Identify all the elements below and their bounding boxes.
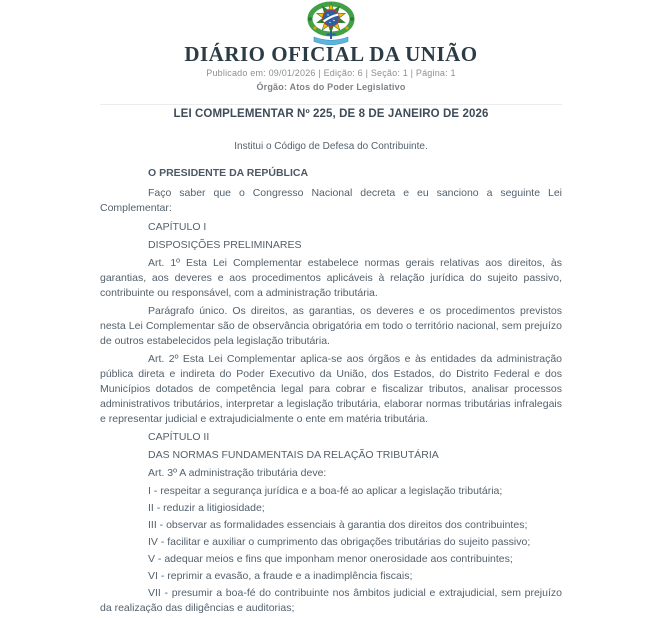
paragraph: Parágrafo único. Os direitos, as garantias, os deveres e os procedimentos previstos nesta Lei Complementar são de observância obrigatória em todo o território nacional, sem prejuízo de outros estabelecidos pela legislação tributária. (100, 305, 562, 347)
paragraph: DAS NORMAS FUNDAMENTAIS DA RELAÇÃO TRIBUTÁRIA (148, 449, 439, 461)
paragraph: IV - facilitar e auxiliar o cumprimento das obrigações tributárias do sujeito passivo; (148, 536, 531, 548)
paragraph: CAPÍTULO II (148, 431, 210, 443)
paragraph: I - respeitar a segurança jurídica e a boa-fé ao aplicar a legislação tributária; (148, 485, 503, 497)
preamble-heading: O PRESIDENTE DA REPÚBLICA (148, 167, 309, 179)
paragraph: Art. 3º A administração tributária deve: (148, 467, 327, 479)
paragraph: VI - reprimir a evasão, a fraude e a inadimplência fiscais; (148, 570, 413, 582)
masthead-title: DIÁRIO OFICIAL DA UNIÃO (184, 42, 478, 66)
paragraph: CAPÍTULO I (148, 221, 207, 233)
organ-info: Órgão: Atos do Poder Legislativo (256, 82, 406, 92)
article-body (100, 107, 562, 618)
paragraph: II - reduzir a litigiosidade; (148, 502, 265, 514)
paragraph: III - observar as formalidades essenciais à garantia dos direitos dos contribuintes; (148, 519, 528, 531)
paragraph: V - adequar meios e fins que imponham menor onerosidade aos contribuintes; (148, 553, 513, 565)
paragraph: Art. 1º Esta Lei Complementar estabelece normas gerais relativas aos direitos, às garantias, aos deveres e aos procedimentos aplicáveis à relação jurídica do sujeito passivo, contribuinte ou responsável, com a administração tributária. (100, 257, 562, 299)
paragraph-list (100, 220, 562, 616)
publication-info: Publicado em: 09/01/2026 | Edição: 6 | Seção: 1 | Página: 1 (206, 68, 456, 78)
paragraph: Art. 2º Esta Lei Complementar aplica-se aos órgãos e às entidades da administração pública direta e indireta do Poder Executivo da União, dos Estados, do Distrito Federal e dos Municípios dotados de competência legal para cobrar e fiscalizar tributos, analisar processos administrativos tributários, interpretar a legislação tributária, elaborar normas tributárias infralegais e representar judicial e extrajudicialmente o ente em matéria tributária. (100, 353, 562, 425)
paragraph: DISPOSIÇÕES PRELIMINARES (148, 239, 302, 251)
article-ementa: Institui o Código de Defesa do Contribuinte. (234, 141, 428, 152)
preamble-text: Faço saber que o Congresso Nacional decreta e eu sanciono a seguinte Lei Complementar: (100, 187, 562, 214)
article-title: LEI COMPLEMENTAR Nº 225, DE 8 DE JANEIRO DE 2026 (173, 108, 489, 120)
paragraph: VII - presumir a boa-fé do contribuinte nos âmbitos judicial e extrajudicial, sem prejuízo da realização das diligências e auditorias; (100, 587, 562, 614)
header-divider (100, 104, 562, 105)
